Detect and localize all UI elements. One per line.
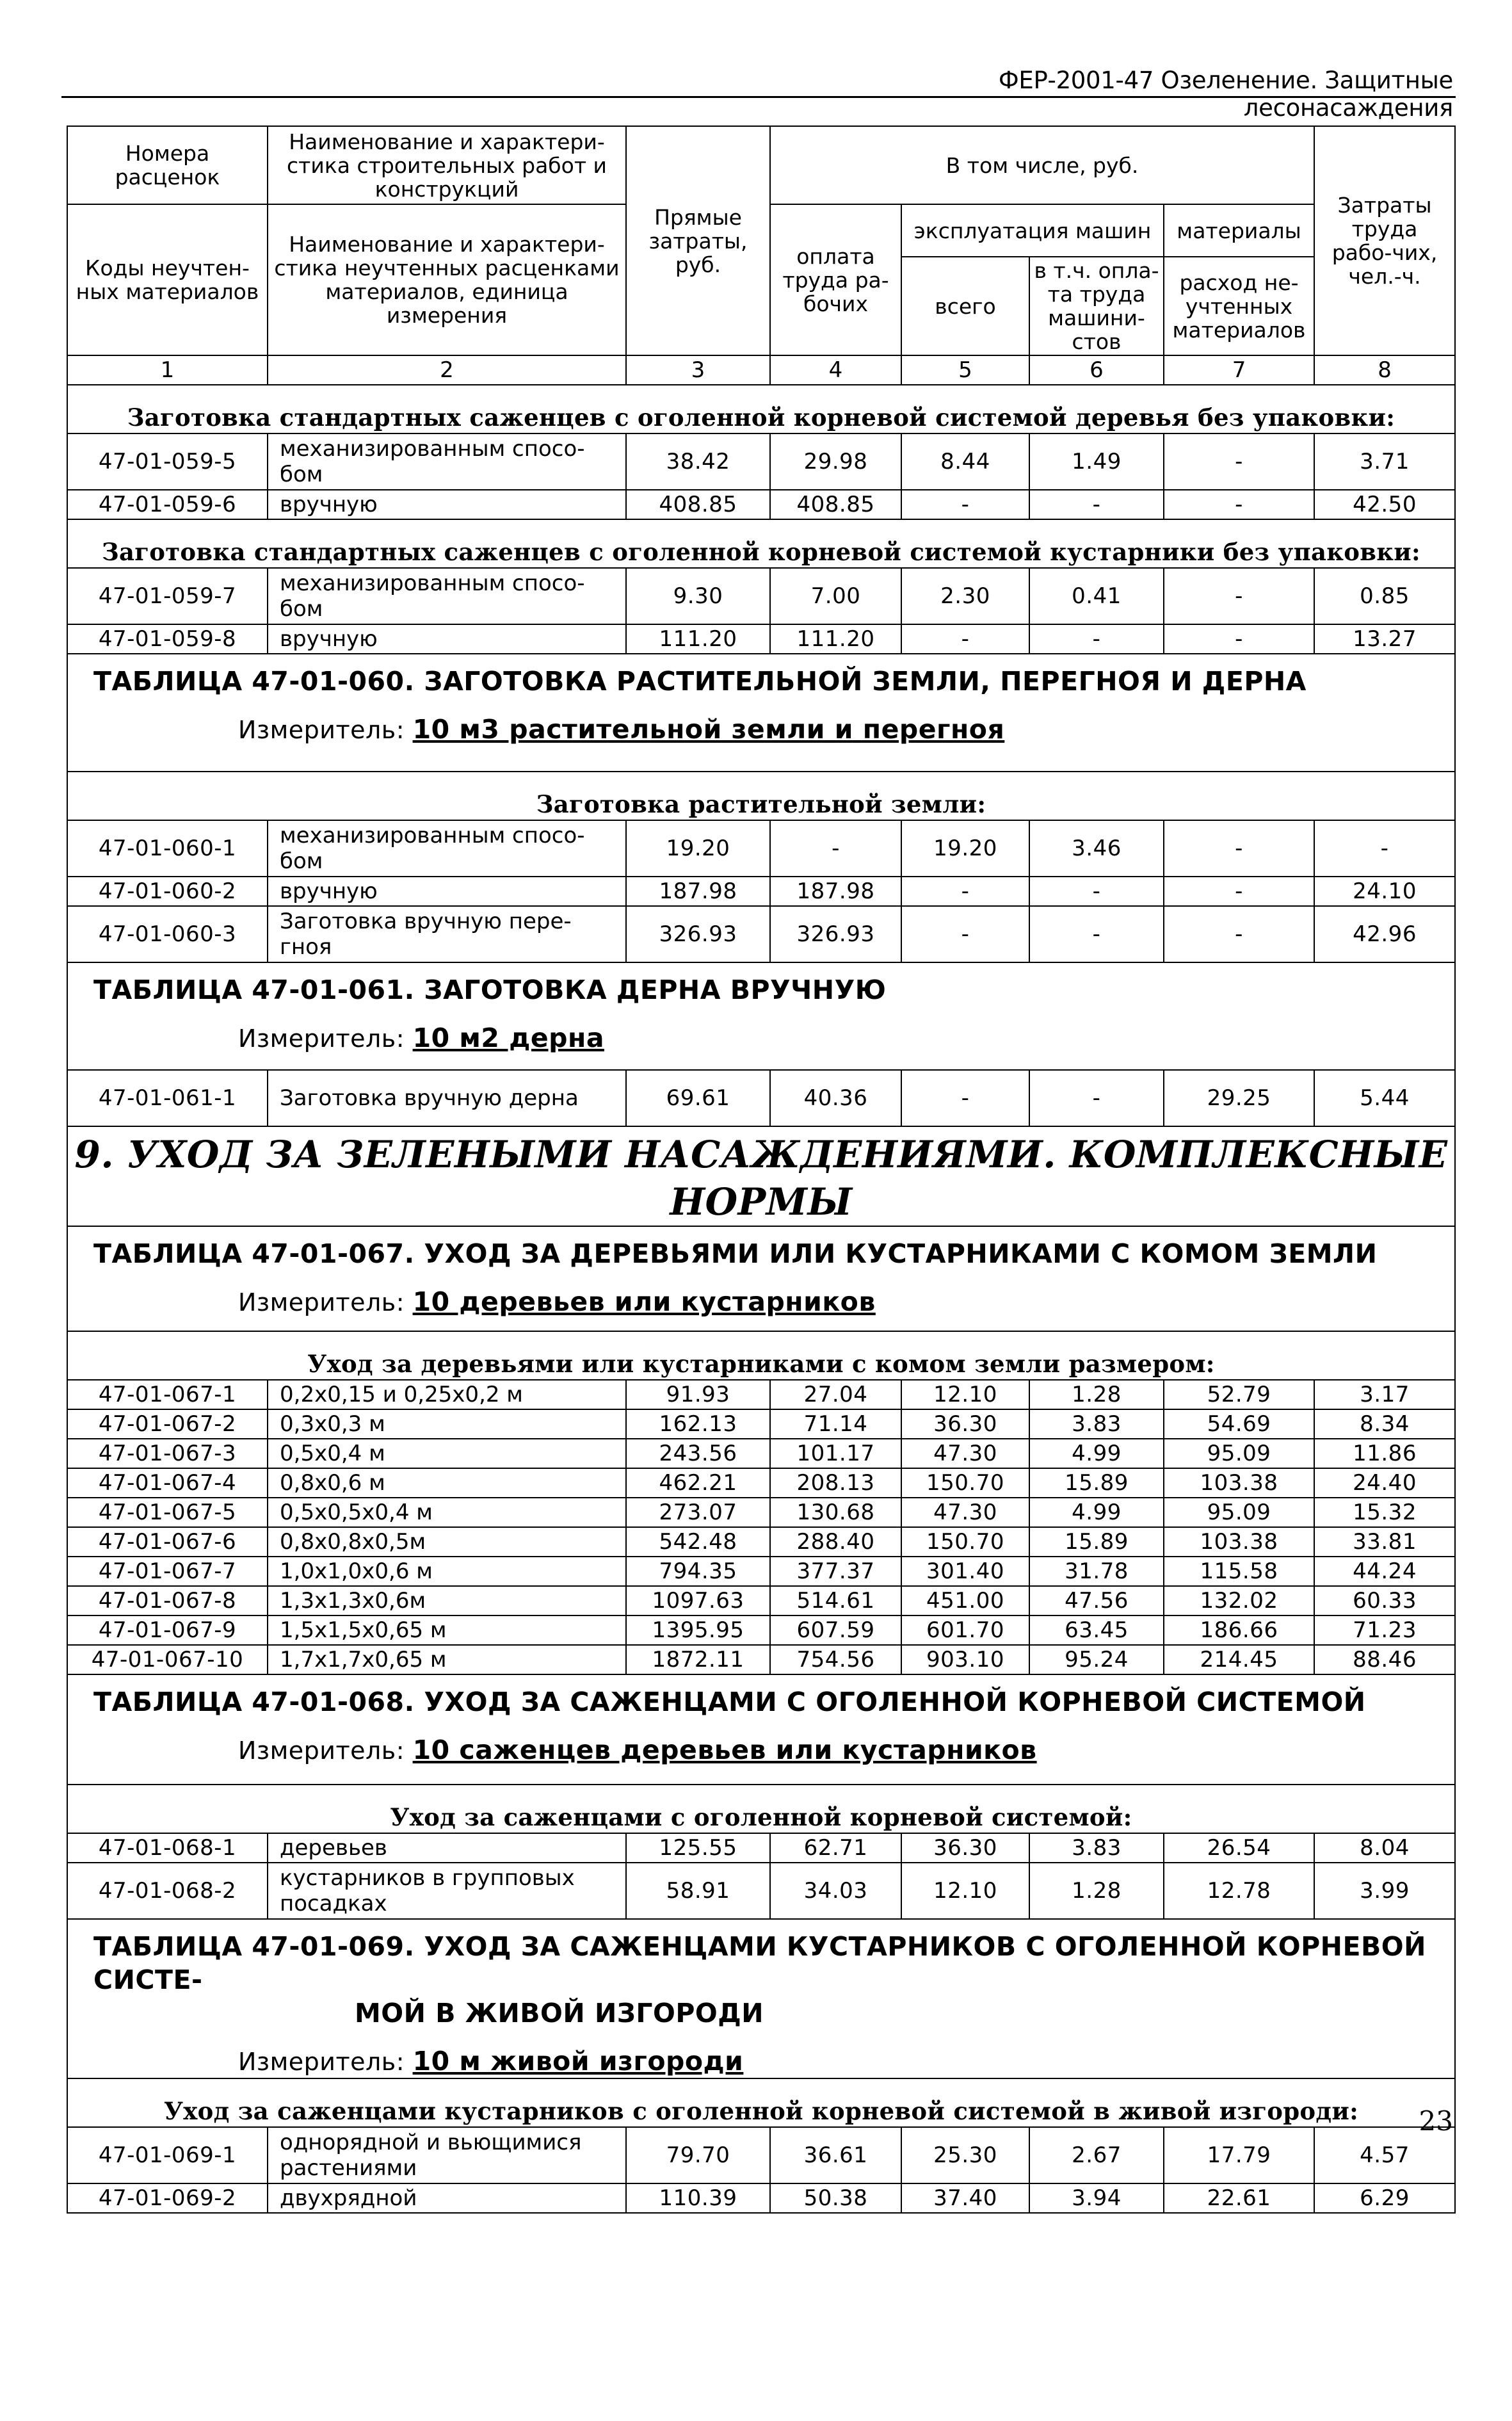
cell-name: вручную: [268, 877, 626, 906]
table-row: [67, 2183, 1455, 2213]
cell-mach: 19.20: [901, 820, 1029, 877]
cell-direct: 1395.95: [626, 1615, 770, 1645]
cell-mach-wages: -: [1029, 624, 1164, 654]
table-title: ТАБЛИЦА 47-01-060. ЗАГОТОВКА РАСТИТЕЛЬНОЙ ЗЕМЛИ, ПЕРЕГНОЯ И ДЕРНА: [93, 666, 1307, 697]
column-number: 1: [67, 355, 268, 385]
cell-labor: 3.17: [1314, 1380, 1455, 1409]
cell-mach-wages: -: [1029, 906, 1164, 962]
cell-materials: 12.78: [1164, 1863, 1314, 1919]
measure-value: 10 деревьев или кустарников: [412, 1286, 876, 1317]
cell-mach: 903.10: [901, 1645, 1029, 1674]
cell-name: 1,3х1,3х0,6м: [268, 1586, 626, 1615]
measure-line: [238, 2045, 1451, 2078]
cell-mach: -: [901, 906, 1029, 962]
header-rule: [61, 96, 1456, 98]
column-number: 6: [1029, 355, 1164, 385]
cell-mach-wages: 4.99: [1029, 1439, 1164, 1468]
header-name-upper: Наименование и характери-стика строительных работ и конструкций: [268, 126, 626, 204]
column-number: 2: [268, 355, 626, 385]
cell-mach-wages: 3.46: [1029, 820, 1164, 877]
table-heading-row: [67, 1919, 1455, 2078]
table-title: МОЙ В ЖИВОЙ ИЗГОРОДИ: [355, 1998, 764, 2028]
cell-code: 47-01-067-10: [67, 1645, 268, 1674]
cell-name: вручную: [268, 490, 626, 519]
table-row: [67, 490, 1455, 519]
table-row: [67, 820, 1455, 877]
chapter-title-row: [67, 1126, 1455, 1226]
measure-value: 10 м3 растительной земли и перегноя: [412, 714, 1005, 745]
cell-wages: 130.68: [770, 1498, 901, 1527]
cell-wages: 514.61: [770, 1586, 901, 1615]
rates-table-frame: [67, 126, 1454, 2421]
cell-code: 47-01-069-2: [67, 2183, 268, 2213]
measure-value: 10 м живой изгороди: [412, 2046, 744, 2077]
table-row: [67, 1527, 1455, 1557]
cell-labor: 3.71: [1314, 433, 1455, 490]
page-number: 23: [1419, 2105, 1453, 2137]
cell-name: 1,7х1,7х0,65 м: [268, 1645, 626, 1674]
cell-direct: 38.42: [626, 433, 770, 490]
cell-direct: 9.30: [626, 568, 770, 624]
cell-wages: 50.38: [770, 2183, 901, 2213]
cell-mach-wages: 3.83: [1029, 1833, 1164, 1863]
table-heading-row: [67, 1226, 1455, 1331]
table-row: [67, 877, 1455, 906]
cell-wages: 111.20: [770, 624, 901, 654]
cell-labor: -: [1314, 820, 1455, 877]
cell-materials: 22.61: [1164, 2183, 1314, 2213]
cell-mach-wages: 4.99: [1029, 1498, 1164, 1527]
cell-mach: 301.40: [901, 1557, 1029, 1586]
table-row: [67, 568, 1455, 624]
table-row: [67, 1439, 1455, 1468]
section-heading: Заготовка растительной земли:: [67, 772, 1455, 820]
cell-labor: 42.50: [1314, 490, 1455, 519]
table-heading-row: [67, 962, 1455, 1070]
cell-direct: 58.91: [626, 1863, 770, 1919]
header-including: В том числе, руб.: [770, 126, 1314, 204]
cell-wages: 607.59: [770, 1615, 901, 1645]
table-row: [67, 1498, 1455, 1527]
cell-mach-wages: 3.83: [1029, 1409, 1164, 1439]
cell-direct: 125.55: [626, 1833, 770, 1863]
cell-wages: 36.61: [770, 2127, 901, 2183]
measure-label: Измеритель:: [238, 1737, 405, 1765]
cell-materials: -: [1164, 433, 1314, 490]
table-row: [67, 1863, 1455, 1919]
cell-materials: 103.38: [1164, 1527, 1314, 1557]
cell-mach-wages: 2.67: [1029, 2127, 1164, 2183]
chapter-title: 9. УХОД ЗА ЗЕЛЕНЫМИ НАСАЖДЕНИЯМИ. КОМПЛЕКСНЫЕ НОРМЫ: [67, 1126, 1455, 1226]
cell-materials: -: [1164, 877, 1314, 906]
section-heading-row: [67, 1785, 1455, 1833]
cell-direct: 1872.11: [626, 1645, 770, 1674]
cell-labor: 33.81: [1314, 1527, 1455, 1557]
cell-wages: 62.71: [770, 1833, 901, 1863]
table-row: [67, 1070, 1455, 1126]
cell-mach-wages: 1.28: [1029, 1863, 1164, 1919]
cell-code: 47-01-061-1: [67, 1070, 268, 1126]
cell-materials: -: [1164, 624, 1314, 654]
cell-mach-wages: 15.89: [1029, 1468, 1164, 1498]
cell-code: 47-01-060-2: [67, 877, 268, 906]
cell-mach-wages: 1.49: [1029, 433, 1164, 490]
cell-code: 47-01-067-4: [67, 1468, 268, 1498]
table-heading: [67, 654, 1455, 772]
cell-materials: 17.79: [1164, 2127, 1314, 2183]
cell-code: 47-01-060-1: [67, 820, 268, 877]
cell-mach: 2.30: [901, 568, 1029, 624]
header-name-lower: Наименование и характери-стика неучтенных расценками материалов, единица измерения: [268, 204, 626, 355]
cell-direct: 19.20: [626, 820, 770, 877]
cell-materials: 29.25: [1164, 1070, 1314, 1126]
cell-materials: -: [1164, 568, 1314, 624]
table-row: [67, 433, 1455, 490]
cell-mach-wages: 1.28: [1029, 1380, 1164, 1409]
table-heading: [67, 962, 1455, 1070]
cell-mach: 8.44: [901, 433, 1029, 490]
table-row: [67, 1468, 1455, 1498]
measure-line: [238, 1022, 1451, 1055]
table-row: [67, 1586, 1455, 1615]
table-heading-row: [67, 654, 1455, 772]
header-materials: материалы: [1164, 204, 1314, 257]
cell-materials: -: [1164, 490, 1314, 519]
table-row: [67, 1833, 1455, 1863]
cell-name: механизированным спосо-бом: [268, 820, 626, 877]
cell-direct: 1097.63: [626, 1586, 770, 1615]
cell-mach: 36.30: [901, 1833, 1029, 1863]
section-heading: Уход за деревьями или кустарниками с комом земли размером:: [67, 1331, 1455, 1380]
cell-materials: 54.69: [1164, 1409, 1314, 1439]
cell-mach-wages: -: [1029, 490, 1164, 519]
cell-labor: 44.24: [1314, 1557, 1455, 1586]
table-heading-row: [67, 1674, 1455, 1785]
measure-line: [238, 1734, 1451, 1767]
cell-code: 47-01-067-1: [67, 1380, 268, 1409]
cell-mach: 150.70: [901, 1468, 1029, 1498]
header-materials-unaccounted: расход не-учтенных материалов: [1164, 257, 1314, 355]
section-heading-row: [67, 519, 1455, 568]
running-header: ФЕР-2001-47 Озеленение. Защитные лесонасаждения: [998, 67, 1453, 122]
table-row: [67, 1615, 1455, 1645]
header-code-upper: Номера расценок: [67, 126, 268, 204]
cell-mach-wages: 95.24: [1029, 1645, 1164, 1674]
header-code-lower: Коды неучтен-ных материалов: [67, 204, 268, 355]
measure-line: [238, 713, 1451, 746]
cell-code: 47-01-067-7: [67, 1557, 268, 1586]
cell-direct: 326.93: [626, 906, 770, 962]
section-heading: Заготовка стандартных саженцев с оголенной корневой системой деревья без упаковки:: [67, 385, 1455, 433]
cell-direct: 69.61: [626, 1070, 770, 1126]
header-direct-costs: Прямые затраты, руб.: [626, 126, 770, 355]
cell-labor: 24.40: [1314, 1468, 1455, 1498]
cell-direct: 408.85: [626, 490, 770, 519]
cell-mach: 36.30: [901, 1409, 1029, 1439]
cell-labor: 0.85: [1314, 568, 1455, 624]
cell-materials: 52.79: [1164, 1380, 1314, 1409]
cell-name: двухрядной: [268, 2183, 626, 2213]
cell-code: 47-01-067-3: [67, 1439, 268, 1468]
cell-name: 0,2х0,15 и 0,25х0,2 м: [268, 1380, 626, 1409]
cell-wages: 27.04: [770, 1380, 901, 1409]
cell-name: однорядной и вьющимися растениями: [268, 2127, 626, 2183]
cell-materials: 115.58: [1164, 1557, 1314, 1586]
measure-value: 10 саженцев деревьев или кустарников: [412, 1735, 1037, 1765]
table-title: ТАБЛИЦА 47-01-068. УХОД ЗА САЖЕНЦАМИ С ОГОЛЕННОЙ КОРНЕВОЙ СИСТЕМОЙ: [93, 1687, 1366, 1717]
cell-wages: 754.56: [770, 1645, 901, 1674]
cell-materials: -: [1164, 906, 1314, 962]
cell-mach: 37.40: [901, 2183, 1029, 2213]
cell-mach: 150.70: [901, 1527, 1029, 1557]
cell-mach-wages: -: [1029, 877, 1164, 906]
cell-code: 47-01-059-7: [67, 568, 268, 624]
cell-name: механизированным спосо-бом: [268, 433, 626, 490]
cell-wages: 71.14: [770, 1409, 901, 1439]
cell-direct: 79.70: [626, 2127, 770, 2183]
table-heading: [67, 1226, 1455, 1331]
cell-direct: 273.07: [626, 1498, 770, 1527]
cell-name: 0,8х0,6 м: [268, 1468, 626, 1498]
cell-code: 47-01-067-5: [67, 1498, 268, 1527]
cell-labor: 24.10: [1314, 877, 1455, 906]
cell-wages: 101.17: [770, 1439, 901, 1468]
cell-wages: 29.98: [770, 433, 901, 490]
cell-materials: -: [1164, 820, 1314, 877]
column-number-row: [67, 355, 1455, 385]
cell-code: 47-01-067-8: [67, 1586, 268, 1615]
cell-name: кустарников в групповых посадках: [268, 1863, 626, 1919]
cell-mach: 12.10: [901, 1380, 1029, 1409]
cell-mach: -: [901, 1070, 1029, 1126]
column-number: 7: [1164, 355, 1314, 385]
cell-wages: 40.36: [770, 1070, 901, 1126]
measure-value: 10 м2 дерна: [412, 1023, 605, 1053]
cell-name: 0,5х0,5х0,4 м: [268, 1498, 626, 1527]
cell-materials: 26.54: [1164, 1833, 1314, 1863]
cell-code: 47-01-067-6: [67, 1527, 268, 1557]
table-row: [67, 1557, 1455, 1586]
header-row-1: [67, 126, 1455, 204]
cell-direct: 162.13: [626, 1409, 770, 1439]
cell-name: 1,5х1,5х0,65 м: [268, 1615, 626, 1645]
cell-materials: 95.09: [1164, 1498, 1314, 1527]
cell-mach-wages: -: [1029, 1070, 1164, 1126]
cell-labor: 4.57: [1314, 2127, 1455, 2183]
cell-mach-wages: 0.41: [1029, 568, 1164, 624]
table-row: [67, 1380, 1455, 1409]
cell-code: 47-01-060-3: [67, 906, 268, 962]
cell-direct: 110.39: [626, 2183, 770, 2213]
cell-labor: 11.86: [1314, 1439, 1455, 1468]
cell-mach-wages: 15.89: [1029, 1527, 1164, 1557]
cell-wages: 34.03: [770, 1863, 901, 1919]
cell-mach: 47.30: [901, 1498, 1029, 1527]
measure-line: [238, 1286, 1451, 1318]
cell-code: 47-01-067-2: [67, 1409, 268, 1439]
cell-mach-wages: 31.78: [1029, 1557, 1164, 1586]
cell-labor: 71.23: [1314, 1615, 1455, 1645]
cell-direct: 187.98: [626, 877, 770, 906]
cell-name: 1,0х1,0х0,6 м: [268, 1557, 626, 1586]
cell-name: Заготовка вручную дерна: [268, 1070, 626, 1126]
table-row: [67, 906, 1455, 962]
cell-materials: 95.09: [1164, 1439, 1314, 1468]
measure-label: Измеритель:: [238, 1024, 405, 1053]
cell-wages: 208.13: [770, 1468, 901, 1498]
cell-direct: 542.48: [626, 1527, 770, 1557]
cell-code: 47-01-068-2: [67, 1863, 268, 1919]
cell-code: 47-01-067-9: [67, 1615, 268, 1645]
cell-labor: 88.46: [1314, 1645, 1455, 1674]
cell-direct: 243.56: [626, 1439, 770, 1468]
cell-wages: 7.00: [770, 568, 901, 624]
cell-code: 47-01-059-5: [67, 433, 268, 490]
table-row: [67, 624, 1455, 654]
cell-materials: 186.66: [1164, 1615, 1314, 1645]
cell-labor: 42.96: [1314, 906, 1455, 962]
cell-mach-wages: 3.94: [1029, 2183, 1164, 2213]
table-title: ТАБЛИЦА 47-01-061. ЗАГОТОВКА ДЕРНА ВРУЧНУЮ: [93, 975, 887, 1005]
cell-name: вручную: [268, 624, 626, 654]
cell-mach-wages: 63.45: [1029, 1615, 1164, 1645]
cell-labor: 60.33: [1314, 1586, 1455, 1615]
section-heading-row: [67, 2078, 1455, 2127]
cell-code: 47-01-059-6: [67, 490, 268, 519]
section-heading: Уход за саженцами с оголенной корневой системой:: [67, 1785, 1455, 1833]
cell-direct: 111.20: [626, 624, 770, 654]
section-heading-row: [67, 385, 1455, 433]
column-number: 5: [901, 355, 1029, 385]
section-heading-row: [67, 772, 1455, 820]
table-row: [67, 1409, 1455, 1439]
cell-name: Заготовка вручную пере-гноя: [268, 906, 626, 962]
cell-wages: 288.40: [770, 1527, 901, 1557]
cell-name: 0,8х0,8х0,5м: [268, 1527, 626, 1557]
column-number: 4: [770, 355, 901, 385]
table-row: [67, 1645, 1455, 1674]
cell-direct: 91.93: [626, 1380, 770, 1409]
cell-code: 47-01-059-8: [67, 624, 268, 654]
cell-mach: 47.30: [901, 1439, 1029, 1468]
cell-wages: 187.98: [770, 877, 901, 906]
cell-code: 47-01-069-1: [67, 2127, 268, 2183]
rates-table: [67, 126, 1456, 2214]
cell-wages: 326.93: [770, 906, 901, 962]
header-machine-operation: эксплуатация машин: [901, 204, 1164, 257]
table-heading: [67, 1674, 1455, 1785]
cell-direct: 462.21: [626, 1468, 770, 1498]
cell-mach: 451.00: [901, 1586, 1029, 1615]
cell-materials: 103.38: [1164, 1468, 1314, 1498]
cell-wages: 408.85: [770, 490, 901, 519]
header-machine-wages: в т.ч. опла-та труда машини-стов: [1029, 257, 1164, 355]
cell-labor: 5.44: [1314, 1070, 1455, 1126]
measure-label: Измеритель:: [238, 716, 405, 744]
cell-name: 0,3х0,3 м: [268, 1409, 626, 1439]
measure-label: Измеритель:: [238, 2048, 405, 2076]
cell-mach: 12.10: [901, 1863, 1029, 1919]
cell-labor: 13.27: [1314, 624, 1455, 654]
cell-labor: 8.34: [1314, 1409, 1455, 1439]
cell-mach: -: [901, 624, 1029, 654]
column-number: 8: [1314, 355, 1455, 385]
cell-mach: 25.30: [901, 2127, 1029, 2183]
section-heading-row: [67, 1331, 1455, 1380]
cell-name: 0,5х0,4 м: [268, 1439, 626, 1468]
cell-materials: 214.45: [1164, 1645, 1314, 1674]
table-heading: [67, 1919, 1455, 2078]
cell-wages: -: [770, 820, 901, 877]
cell-labor: 6.29: [1314, 2183, 1455, 2213]
cell-mach: -: [901, 490, 1029, 519]
cell-direct: 794.35: [626, 1557, 770, 1586]
table-title: ТАБЛИЦА 47-01-067. УХОД ЗА ДЕРЕВЬЯМИ ИЛИ КУСТАРНИКАМИ С КОМОМ ЗЕМЛИ: [93, 1238, 1378, 1269]
cell-mach-wages: 47.56: [1029, 1586, 1164, 1615]
section-heading: Заготовка стандартных саженцев с оголенной корневой системой кустарники без упаковки:: [67, 519, 1455, 568]
cell-mach: 601.70: [901, 1615, 1029, 1645]
cell-labor: 15.32: [1314, 1498, 1455, 1527]
cell-materials: 132.02: [1164, 1586, 1314, 1615]
cell-mach: -: [901, 877, 1029, 906]
cell-labor: 8.04: [1314, 1833, 1455, 1863]
table-title: ТАБЛИЦА 47-01-069. УХОД ЗА САЖЕНЦАМИ КУСТАРНИКОВ С ОГОЛЕННОЙ КОРНЕВОЙ СИСТЕ-: [93, 1931, 1426, 1995]
cell-code: 47-01-068-1: [67, 1833, 268, 1863]
table-row: [67, 2127, 1455, 2183]
section-heading: Уход за саженцами кустарников с оголенной корневой системой в живой изгороди:: [67, 2078, 1455, 2127]
cell-wages: 377.37: [770, 1557, 901, 1586]
header-wages: оплата труда ра-бочих: [770, 204, 901, 355]
cell-name: механизированным спосо-бом: [268, 568, 626, 624]
cell-labor: 3.99: [1314, 1863, 1455, 1919]
header-machine-total: всего: [901, 257, 1029, 355]
header-labor: Затраты труда рабо-чих, чел.-ч.: [1314, 126, 1455, 355]
cell-name: деревьев: [268, 1833, 626, 1863]
measure-label: Измеритель:: [238, 1288, 405, 1316]
column-number: 3: [626, 355, 770, 385]
